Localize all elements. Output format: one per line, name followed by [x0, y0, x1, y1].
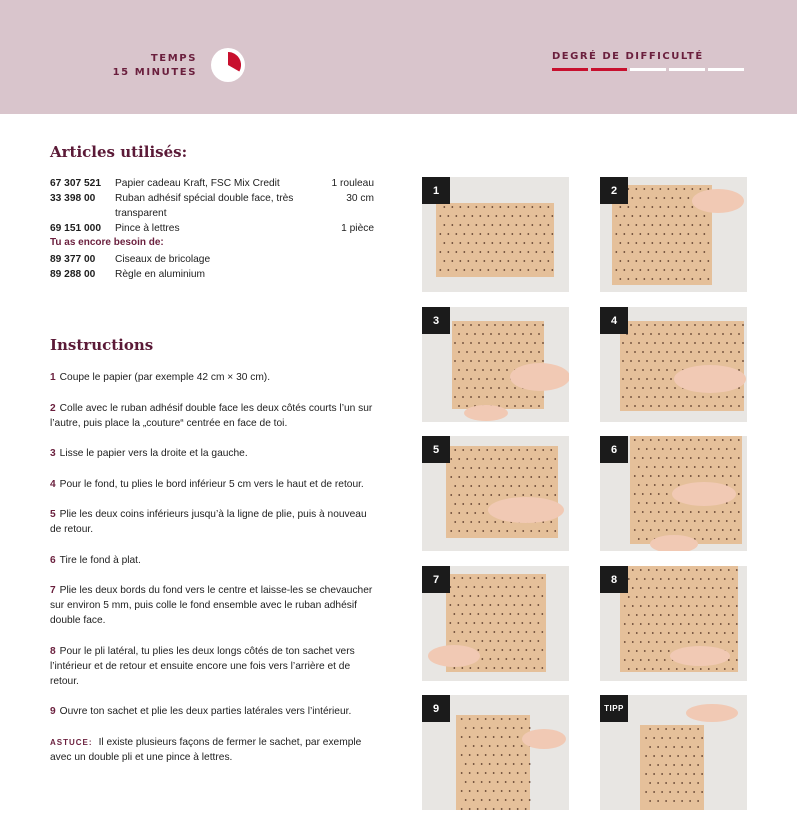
instructions-title: Instructions — [50, 336, 154, 354]
step-number: 2 — [50, 402, 56, 414]
material-name: Pince à lettres — [115, 223, 180, 234]
header-band — [0, 0, 797, 114]
need-name: Ciseaux de bricolage — [115, 254, 211, 265]
step-number: 5 — [50, 509, 56, 520]
material-code: 69 151 000 — [50, 223, 101, 234]
step-photo-9 — [422, 695, 569, 810]
step-photo-7 — [422, 566, 569, 681]
instruction-step — [50, 553, 376, 568]
step-number: 8 — [50, 645, 56, 657]
need-name: Règle en aluminium — [115, 269, 206, 280]
instruction-steps — [50, 370, 376, 780]
photo-number-badge: TIPP — [600, 695, 628, 722]
step-text: Pour le fond, tu plies le bord inférieur 5 cm vers le haut et de retour. — [59, 478, 364, 490]
need-item — [50, 252, 374, 267]
difficulty-bar — [630, 68, 666, 71]
material-item — [50, 221, 374, 236]
instruction-step — [50, 704, 376, 719]
material-name: Papier cadeau Kraft, FSC Mix Credit — [115, 178, 280, 189]
photo-number-badge: 9 — [422, 695, 450, 722]
tip — [50, 735, 376, 765]
time-label: TEMPS — [150, 53, 197, 64]
need-code: 89 288 00 — [50, 269, 96, 280]
step-number: 4 — [50, 478, 56, 490]
difficulty-bar — [708, 68, 744, 71]
difficulty-label: DEGRÉ DE DIFFICULTÉ — [552, 51, 704, 62]
instruction-step — [50, 644, 376, 689]
step-number: 9 — [50, 706, 56, 717]
material-name: Ruban adhésif spécial double face, très transparent — [115, 193, 294, 219]
step-photo-6 — [600, 436, 747, 551]
tip-label: ASTUCE: — [50, 737, 93, 747]
photo-number-badge: 3 — [422, 307, 450, 334]
photo-number-badge: 6 — [600, 436, 628, 463]
photo-number-badge: 7 — [422, 566, 450, 593]
step-text: Pour le pli latéral, tu plies les deux longs côtés de ton sachet vers l’intérieur et de retour et ensuite encore une fois vers l’arrière et de retour. — [50, 645, 355, 687]
step-text: Coupe le papier (par exemple 42 cm × 30 cm). — [59, 372, 271, 383]
material-qty: 1 rouleau — [331, 178, 374, 189]
material-item — [50, 191, 374, 221]
step-number: 7 — [50, 585, 56, 596]
instruction-step — [50, 370, 376, 385]
step-number: 1 — [50, 372, 56, 383]
step-number: 6 — [50, 554, 56, 566]
step-photo-1 — [422, 177, 569, 292]
step-photo-4 — [600, 307, 747, 422]
step-number: 3 — [50, 448, 56, 459]
step-photo-8 — [600, 566, 747, 681]
time-value: 15 MINUTES — [112, 67, 197, 78]
photo-number-badge: 1 — [422, 177, 450, 204]
difficulty-bar — [552, 68, 588, 71]
step-text: Colle avec le ruban adhésif double face les deux côtés courts l’un sur l’autre, puis place la „couture“ centrée en face de toi. — [50, 402, 373, 429]
photo-number-badge: 2 — [600, 177, 628, 204]
tip-text: Il existe plusieurs façons de fermer le sachet, par exemple avec un double pli et une pince à lettres. — [50, 736, 362, 763]
photo-number-badge: 4 — [600, 307, 628, 334]
difficulty-bar — [669, 68, 705, 71]
photo-number-badge: 5 — [422, 436, 450, 463]
material-item — [50, 176, 374, 191]
need-title: Tu as encore besoin de: — [50, 237, 164, 248]
time-block — [113, 52, 197, 80]
material-qty: 30 cm — [346, 193, 374, 204]
photo-number-badge: 8 — [600, 566, 628, 593]
instruction-step — [50, 477, 376, 492]
step-text: Plie les deux coins inférieurs jusqu’à la ligne de plie, puis à nouveau de retour. — [50, 509, 367, 535]
instruction-step — [50, 583, 376, 628]
step-photo-2 — [600, 177, 747, 292]
step-photo-5 — [422, 436, 569, 551]
step-text: Ouvre ton sachet et plie les deux parties latérales vers l’intérieur. — [59, 706, 352, 717]
difficulty-meter — [552, 68, 746, 71]
material-code: 67 307 521 — [50, 178, 101, 189]
instruction-step — [50, 507, 376, 537]
need-code: 89 377 00 — [50, 254, 96, 265]
need-item — [50, 267, 374, 282]
needs-list — [50, 252, 374, 282]
step-text: Lisse le papier vers la droite et la gauche. — [59, 448, 248, 459]
materials-title: Articles utilisés: — [50, 143, 188, 161]
step-photo-3 — [422, 307, 569, 422]
difficulty-block — [552, 51, 746, 71]
clock-icon — [211, 48, 245, 82]
materials-list — [50, 176, 374, 236]
step-photo-10 — [600, 695, 747, 810]
step-text: Tire le fond à plat. — [59, 554, 141, 566]
step-text: Plie les deux bords du fond vers le centre et laisse-les se chevaucher sur environ 5 mm, puis colle le fond ensemble avec le ruban adhésif double face. — [50, 585, 373, 626]
difficulty-bar — [591, 68, 627, 71]
material-code: 33 398 00 — [50, 193, 96, 204]
instruction-step — [50, 446, 376, 461]
material-qty: 1 pièce — [341, 223, 374, 234]
instruction-step — [50, 401, 376, 431]
